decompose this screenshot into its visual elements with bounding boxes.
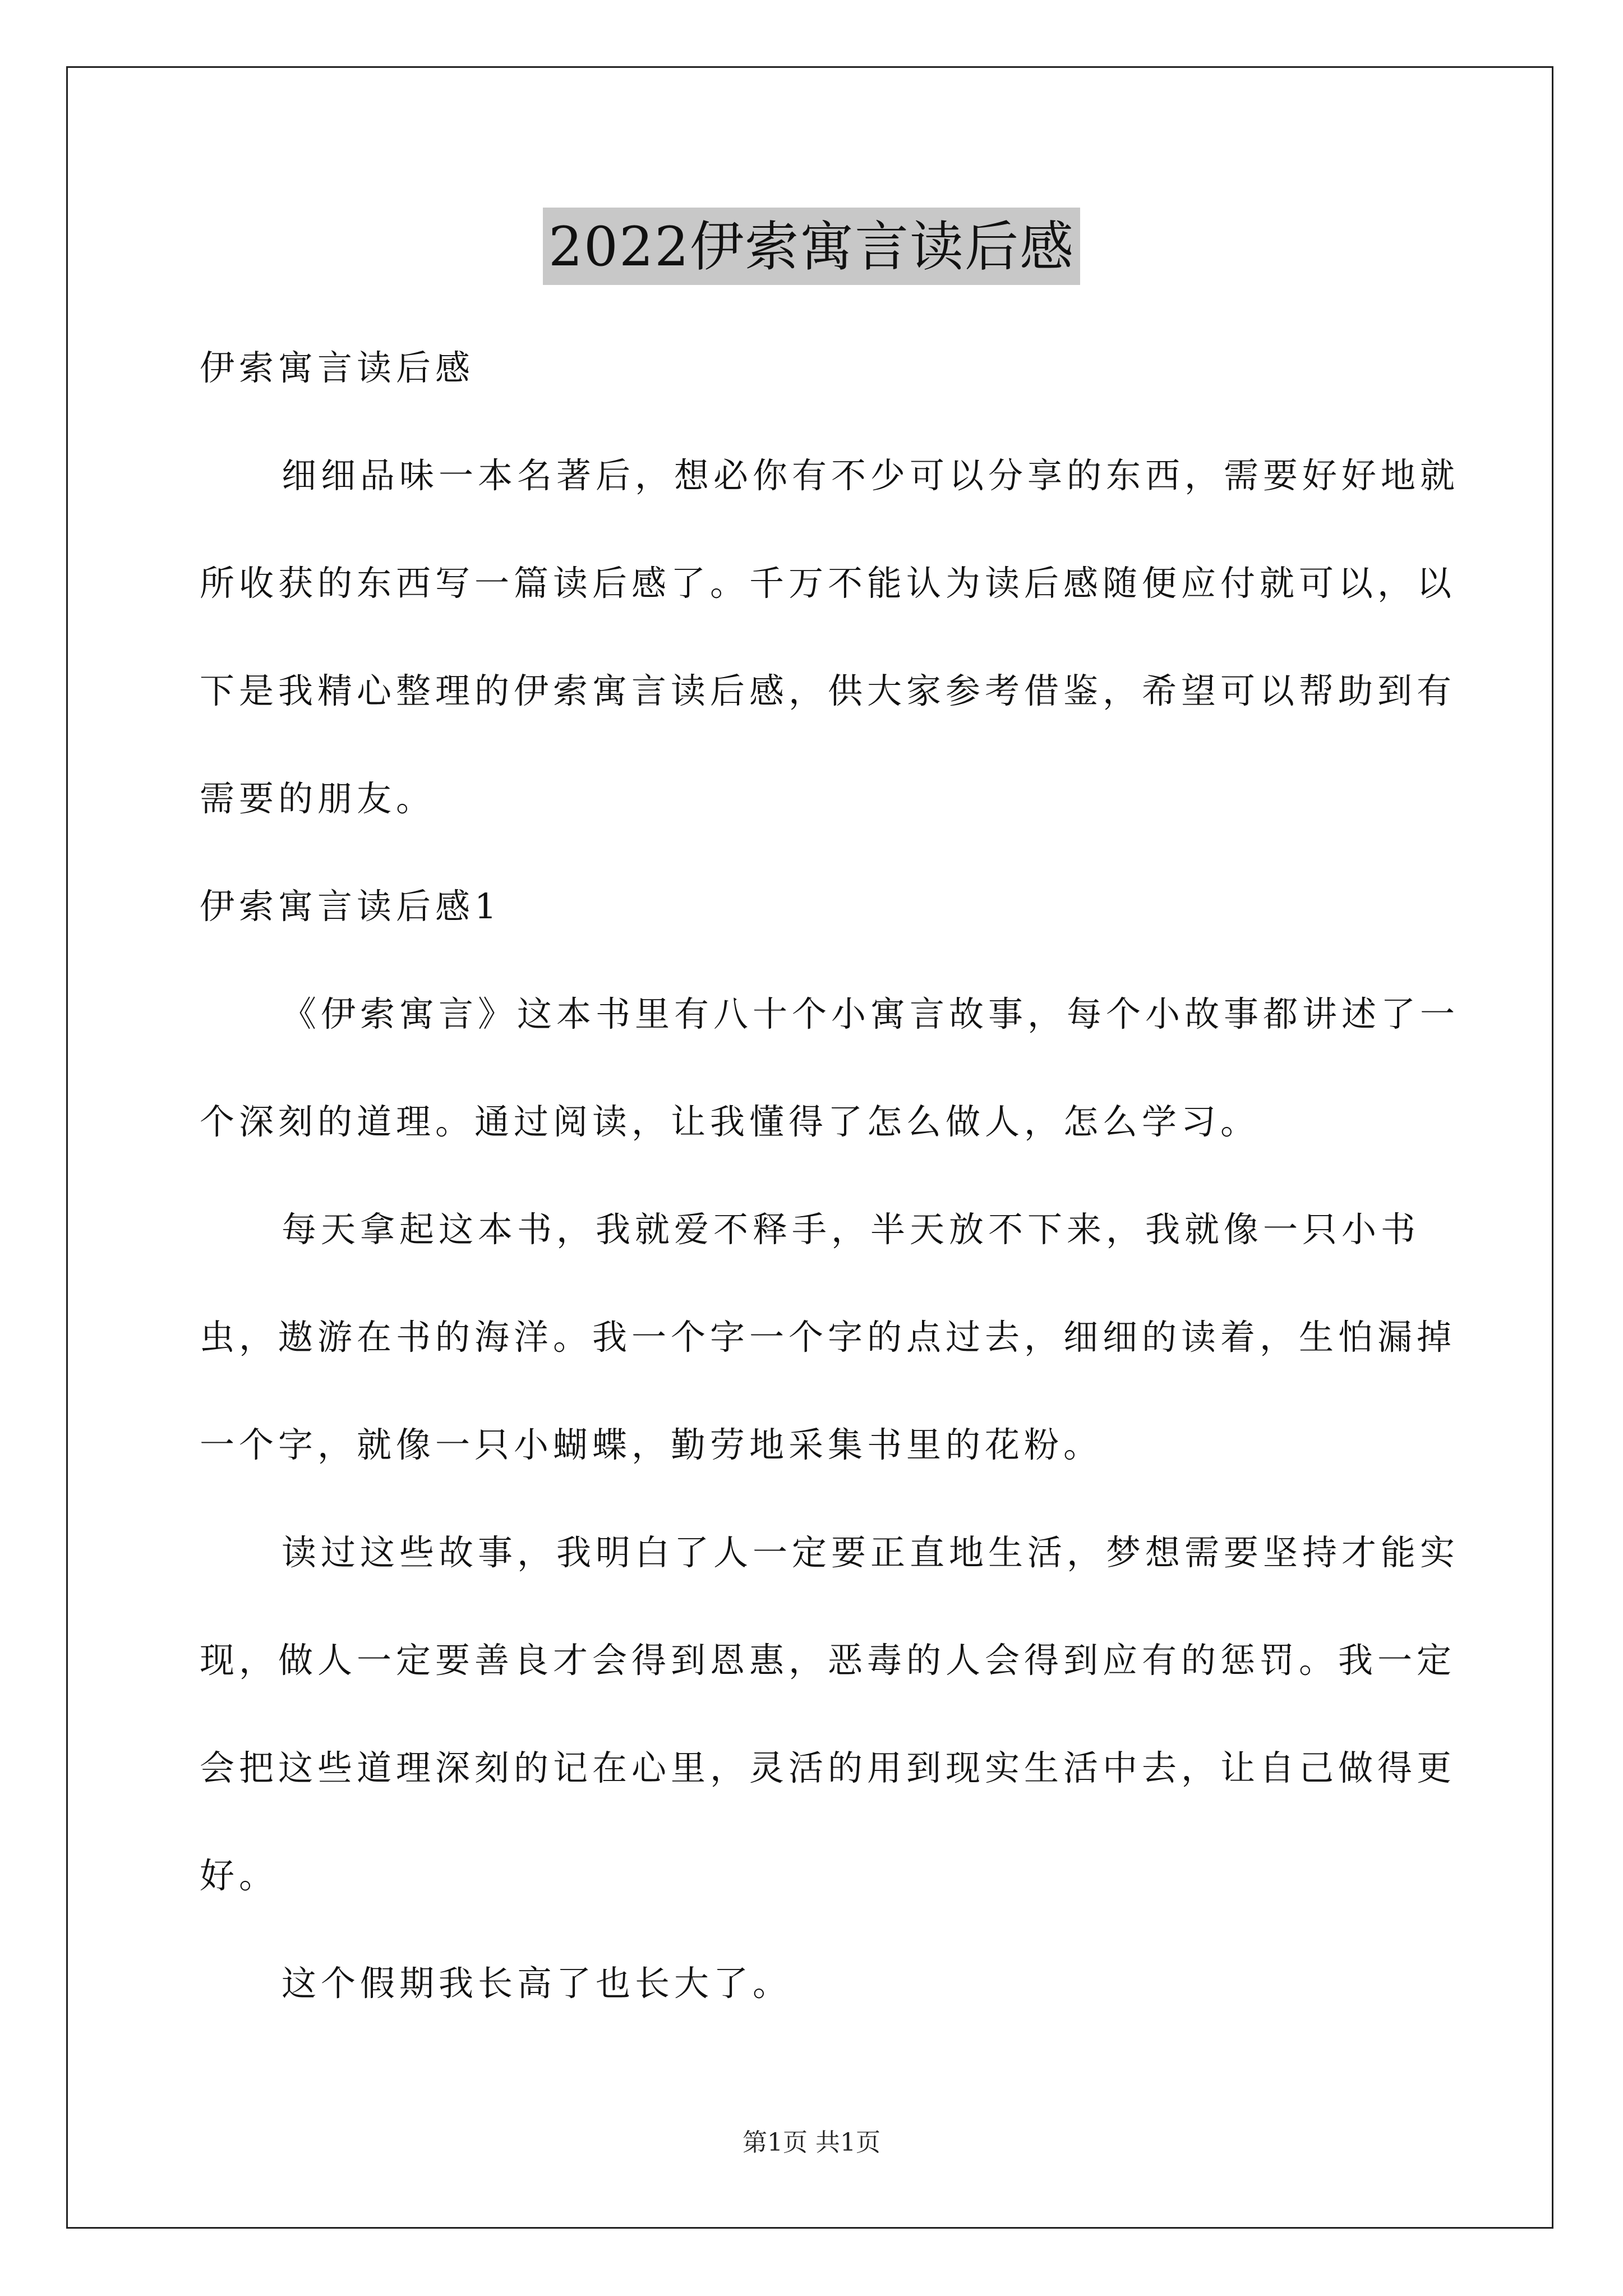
document-body: [200, 314, 1461, 2037]
body-paragraph: 每天拿起这本书，我就爱不释手，半天放不下来，我就像一只小书虫，遨游在书的海洋。我一个字一个字的点过去，细细的读着，生怕漏掉一个字，就像一只小蝴蝶，勤劳地采集书里的花粉。: [200, 1209, 1456, 1465]
body-paragraph: 《伊索寓言》这本书里有八十个小寓言故事，每个小故事都讲述了一个深刻的道理。通过阅读，让我懂得了怎么做人，怎么学习。: [200, 993, 1460, 1142]
title-container: [0, 208, 1623, 285]
document-title: 2022伊索寓言读后感: [543, 208, 1080, 285]
section-heading: 伊索寓言读后感1: [200, 886, 501, 927]
intro-paragraph: 细细品味一本名著后，想必你有不少可以分享的东西，需要好好地就所收获的东西写一篇读后感了。千万不能认为读后感随便应付就可以，以下是我精心整理的伊索寓言读后感，供大家参考借鉴，希望可以帮助到有需要的朋友。: [200, 455, 1460, 819]
body-paragraph: 这个假期我长高了也长大了。: [282, 1963, 792, 2004]
section-heading: 伊索寓言读后感: [200, 347, 475, 388]
body-paragraph: 读过这些故事，我明白了人一定要正直地生活，梦想需要坚持才能实现，做人一定要善良才会得到恩惠，恶毒的人会得到应有的惩罚。我一定会把这些道理深刻的记在心里，灵活的用到现实生活中去，让自己做得更好。: [200, 1532, 1460, 1896]
page-footer: 第1页 共1页: [743, 2128, 880, 2157]
